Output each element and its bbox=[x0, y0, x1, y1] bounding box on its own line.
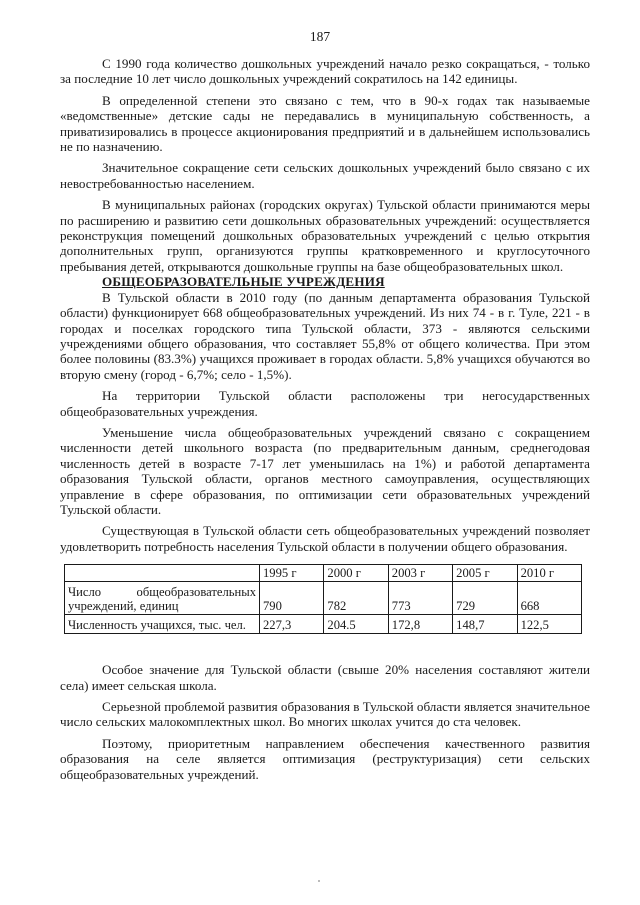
paragraph-small-schools-problem: Серьезной проблемой развития образования в Тульской области является значительное число сельских малокомплектных школ. Во многих школах учится до ста человек. bbox=[60, 699, 590, 730]
paragraph-departmental-kindergartens: В определенной степени это связано с тем, что в 90-х годах так называемые «ведомственные» детские сады не передавались в муниципальную собственность, а приватизировались в процессе акционирования предприятий и в дальнейшем использовались не по назначению. bbox=[60, 92, 590, 155]
paragraph-preschool-decline: С 1990 года количество дошкольных учреждений начало резко сокращаться, - только за последние 10 лет число дошкольных учреждений сократилось на 142 единицы. bbox=[60, 56, 590, 87]
paragraph-rural-preschool: Значительное сокращение сети сельских дошкольных учреждений было связано с их невостребованностью населением. bbox=[60, 160, 590, 191]
table-header-cell: 2003 г bbox=[388, 565, 452, 582]
paragraph-expansion-measures: В муниципальных районах (городских округах) Тульской области принимаются меры по расширению и развитию сети дошкольных образовательных учреждений: осуществляется реконструкция помещений дошкольных образовательных учреждений с целью открытия дополнительных групп, организуются группы кратковременного и круглосуточного пребывания детей, открываются дошкольные группы на базе общеобразовательных школ. bbox=[60, 197, 590, 274]
section-heading: ОБЩЕОБРАЗОВАТЕЛЬНЫЕ УЧРЕЖДЕНИЯ bbox=[102, 274, 385, 290]
paragraph-rural-school-importance: Особое значение для Тульской области (свыше 20% населения составляют жители села) имеет сельская школа. bbox=[60, 662, 590, 693]
table-row bbox=[65, 582, 582, 615]
table-header-row bbox=[65, 565, 582, 582]
table-cell: 729 bbox=[453, 582, 517, 615]
table-corner-cell bbox=[65, 565, 260, 582]
table-row-label: Численность учащихся, тыс. чел. bbox=[65, 615, 260, 634]
page-content bbox=[60, 56, 590, 782]
table-cell: 122,5 bbox=[517, 615, 581, 634]
table-header-cell: 2000 г bbox=[324, 565, 388, 582]
table-row-label: Число общеобразовательных учреждений, единиц bbox=[65, 582, 260, 615]
page-number: 187 bbox=[309, 29, 331, 44]
paragraph-school-count: В Тульской области в 2010 году (по данным департамента образования Тульской области) функционирует 668 общеобразовательных учреждений. Из них 74 - в г. Туле, 221 - в городах и поселках городского типа Тульской области, 373 - являются сельскими учреждениями общего образования, что составляет 55,8% от общего количества. При этом более половины (83.3%) учащихся проживает в городах области. 5,8% учащихся обучаются во вторую смену (город - 6,7%; село - 1,5%). bbox=[60, 289, 590, 382]
table-header-cell: 2005 г bbox=[453, 565, 517, 582]
table-cell: 790 bbox=[260, 582, 324, 615]
table-cell: 148,7 bbox=[453, 615, 517, 634]
paragraph-reduction-reasons: Уменьшение числа общеобразовательных учреждений связано с сокращением численности детей школьного возраста (по предварительным данным, среднегодовая численность детей в возрасте 7-17 лет уменьшилась на 1%) и работой департамента образования Тульской области, органов местного самоуправления, осуществляющих управление в сфере образования, по оптимизации сети образовательных учреждений Тульской области. bbox=[60, 424, 590, 517]
table-cell: 227,3 bbox=[260, 615, 324, 634]
paragraph-network-sufficiency: Существующая в Тульской области сеть общеобразовательных учреждений позволяет удовлетворить потребность населения Тульской области в получении общего образования. bbox=[60, 523, 590, 554]
statistics-table bbox=[64, 564, 582, 634]
scan-speck bbox=[318, 880, 320, 882]
table-row bbox=[65, 615, 582, 634]
table-cell: 773 bbox=[388, 582, 452, 615]
table-header-cell: 1995 г bbox=[260, 565, 324, 582]
table-cell: 668 bbox=[517, 582, 581, 615]
paragraph-private-schools: На территории Тульской области расположены три негосударственных общеобразовательных учреждения. bbox=[60, 388, 590, 419]
table-header-cell: 2010 г bbox=[517, 565, 581, 582]
table-cell: 204.5 bbox=[324, 615, 388, 634]
table-cell: 782 bbox=[324, 582, 388, 615]
paragraph-optimization-priority: Поэтому, приоритетным направлением обеспечения качественного развития образования на селе является оптимизация (реструктуризация) сети сельских общеобразовательных учреждений. bbox=[60, 735, 590, 782]
table-cell: 172,8 bbox=[388, 615, 452, 634]
